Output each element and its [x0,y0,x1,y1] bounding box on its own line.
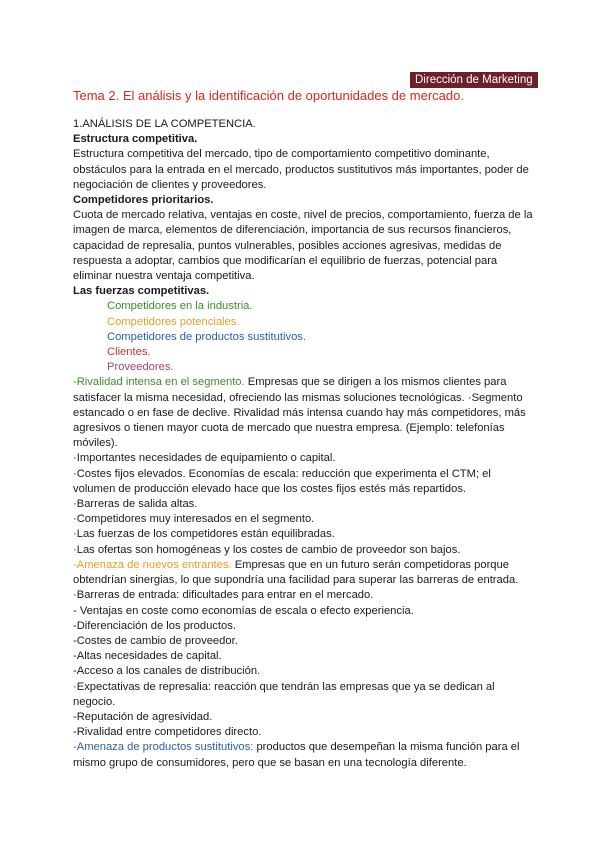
list-item: ·Barreras de salida altas. [73,498,198,511]
force-item: Competidores de productos sustitutivos. [107,330,306,343]
entrantes-label: -Amenaza de nuevos entrantes. [73,558,232,571]
list-item: ·Las fuerzas de los competidores están equilibradas. [73,528,335,541]
paragraph-competidores: Cuota de mercado relativa, ventajas en coste, nivel de precios, comportamiento, fuerza de la imagen de marca, elementos de diferenciación, importancia de sus recursos financieros, capacidad de represalia, puntos vulnerables, posibles acciones agresivas, medidas de respuesta a adoptar, cambios que modificarían el equilibrio de fuerzas, potencial para eliminar nuestra ventaja competitiva. [73,209,533,283]
page-title: Tema 2. El análisis y la identificación de oportunidades de mercado. [73,88,464,103]
list-item: ·Costes fijos elevados. Economías de escala: reducción que experimenta el CTM; el volumen de producción elevado hace que los costes fijos estés más repartidos. [73,467,491,495]
list-item: ·Competidores muy interesados en el segmento. [73,513,315,526]
list-item: -Altas necesidades de capital. [73,650,222,663]
entrantes-text: Empresas que en un futuro serán competidoras porque obtendrían sinergias, lo que supondría una facilidad para superar las barreras de entrada. [73,558,519,587]
paragraph-sustitutivos [73,740,533,770]
rivalidad-label: -Rivalidad intensa en el segmento. [73,376,245,389]
list-item: -Costes de cambio de proveedor. [73,634,238,647]
document-body [73,117,533,771]
course-badge: Dirección de Marketing [410,72,538,88]
list-item: ·Las ofertas son homogéneas y los costes de cambio de proveedor son bajos. [73,543,461,556]
force-item: Proveedores. [107,361,174,374]
forces-list [73,299,533,375]
paragraph-estructura: Estructura competitiva del mercado, tipo de comportamiento competitivo dominante, obstáculos para la entrada en el mercado, productos sustitutivos más importantes, poder de negociación de clientes y proveedores. [73,148,529,191]
list-item: ·Barreras de entrada: dificultades para entrar en el mercado. [73,589,374,602]
list-item: -Acceso a los canales de distribución. [73,665,261,678]
list-item: -Reputación de agresividad. [73,710,213,723]
force-item: Clientes. [107,346,151,359]
force-item: Competidores potenciales. [107,315,240,328]
rivalidad-text: Empresas que se dirigen a los mismos clientes para satisfacer la misma necesidad, ofreciendo las mismas soluciones tecnológicas. ·Segmento estancado o en fase de declive. Rivalidad más intensa cuando hay más competidores, más agresivos o tienen mayor cuota de mercado que nuestra empresa. (Ejemplo: telefonías móviles). [73,376,526,450]
sustitutivos-label: -Amenaza de productos sustitutivos: [73,741,254,754]
list-item: ·Importantes necesidades de equipamiento o capital. [73,452,336,465]
paragraph-entrantes [73,558,533,588]
force-item: Competidores en la industria. [107,300,253,313]
heading-competidores: Competidores prioritarios. [73,194,214,207]
sustitutivos-text: productos que desempeñan la misma función para el mismo grupo de consumidores, pero que se basan en una tecnología diferente. [73,741,520,769]
list-item: -Rivalidad entre competidores directo. [73,726,262,739]
list-item: -Diferenciación de los productos. [73,619,236,632]
section-title: 1.ANÁLISIS DE LA COMPETENCIA. [73,118,256,130]
list-item: - Ventajas en coste como economías de escala o efecto experiencia. [73,604,414,617]
heading-estructura: Estructura competitiva. [73,133,198,146]
list-item: ·Expectativas de represalia: reacción que tendrán las empresas que ya se dedican al negocio. [73,680,495,708]
heading-fuerzas: Las fuerzas competitivas. [73,285,210,298]
paragraph-rivalidad [73,375,533,451]
